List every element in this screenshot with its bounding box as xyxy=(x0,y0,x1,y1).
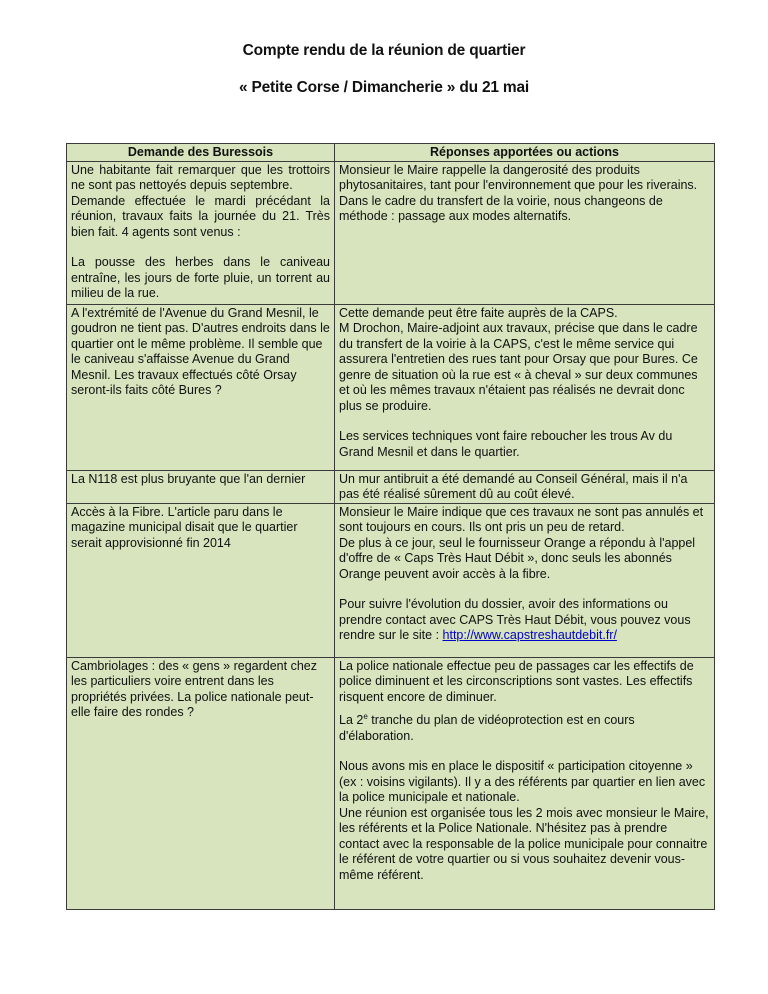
table-row xyxy=(67,503,715,657)
request-text: A l'extrémité de l'Avenue du Grand Mesnil, le goudron ne tient pas. D'autres endroits dans le quartier ont le même problème. Il semble que le caniveau s'affaisse Avenue du Grand Mesnil. Les travaux effectués côté Orsay seront-ils faits côté Bures ? xyxy=(71,305,330,397)
response-text-fragment: tranche du plan de vidéoprotection est en cours d'élaboration. xyxy=(339,713,635,743)
response-text: M Drochon, Maire-adjoint aux travaux, précise que dans le cadre du transfert de la voirie à la CAPS, c'est le même service qui assurera l'entretien des rues tant pour Orsay que pour Bures. Ce genre de situation où la rue est « à cheval » sur deux communes et où les mêmes travaux n'étaient pas réalisés ne devrait donc plus se produire. xyxy=(339,321,698,413)
response-text xyxy=(339,597,710,644)
table-row xyxy=(67,304,715,470)
response-text: Une réunion est organisée tous les 2 mois avec monsieur le Maire, les référents et la Police Nationale. N'hésitez pas à prendre contact avec la responsable de la police municipale pour connaitre le référent de votre quartier ou si vous souhaitez devenir vous-même référent. xyxy=(339,805,709,882)
table-row xyxy=(67,161,715,304)
response-text: De plus à ce jour, seul le fournisseur Orange a répondu à l'appel d'offre de « Caps Très Haut Débit », donc seuls les abonnés Orange peuvent avoir accès à la fibre. xyxy=(339,535,696,581)
response-text: La police nationale effectue peu de passages car les effectifs de police diminuent et les circonscriptions sont vastes. Les effectifs risquent encore de diminuer. xyxy=(339,658,694,704)
response-cell xyxy=(335,161,715,304)
request-text: Cambriolages : des « gens » regardent chez les particuliers voire entrent dans les propriétés privées. La police nationale peut-elle faire des rondes ? xyxy=(71,658,317,719)
request-cell xyxy=(67,657,335,909)
header-responses: Réponses apportées ou actions xyxy=(335,144,715,162)
response-text xyxy=(339,713,710,744)
request-text: Une habitante fait remarquer que les trottoirs ne sont pas nettoyés depuis septembre. xyxy=(71,162,330,192)
response-cell xyxy=(335,304,715,470)
request-cell xyxy=(67,503,335,657)
request-text: La N118 est plus bruyante que l'an dernier xyxy=(71,471,306,486)
response-text-fragment: Pour suivre l'évolution du dossier, avoir des informations ou prendre contact avec CAPS Très Haut Débit, vous pouvez vous rendre sur le site : xyxy=(339,597,691,642)
response-cell xyxy=(335,503,715,657)
document-subtitle: « Petite Corse / Dimancherie » du 21 mai xyxy=(238,79,530,96)
response-cell xyxy=(335,470,715,503)
header-requests: Demande des Buressois xyxy=(67,144,335,162)
caps-website-link[interactable]: http://www.capstreshautdebit.fr/ xyxy=(442,628,617,642)
response-cell xyxy=(335,657,715,909)
response-text: Un mur antibruit a été demandé au Conseil Général, mais il n'a pas été réalisé sûrement dû au coût élevé. xyxy=(339,471,688,501)
request-cell xyxy=(67,161,335,304)
request-text: La pousse des herbes dans le caniveau entraîne, les jours de forte pluie, un torrent au milieu de la rue. xyxy=(71,255,330,300)
response-text: Cette demande peut être faite auprès de la CAPS. xyxy=(339,305,618,320)
request-cell xyxy=(67,304,335,470)
meeting-table xyxy=(66,143,715,910)
request-cell xyxy=(67,470,335,503)
table-row xyxy=(67,470,715,503)
response-text-fragment: La 2 xyxy=(339,713,364,727)
request-text: Demande effectuée le mardi précédant la réunion, travaux faits la journée du 21. Très bien fait. 4 agents sont venus : xyxy=(71,193,330,239)
response-text: Monsieur le Maire rappelle la dangerosité des produits phytosanitaires, tant pour l'environnement que pour les riverains. Dans le cadre du transfert de la voirie, nous changeons de méthode : passage aux modes alternatifs. xyxy=(339,162,698,223)
response-text: Monsieur le Maire indique que ces travaux ne sont pas annulés et sont toujours en cours. Ils ont pris un peu de retard. xyxy=(339,504,704,534)
table-row xyxy=(67,657,715,909)
document-title: Compte rendu de la réunion de quartier xyxy=(242,42,526,59)
response-text: Les services techniques vont faire reboucher les trous Av du Grand Mesnil et dans le quartier. xyxy=(339,429,673,459)
request-text: Accès à la Fibre. L'article paru dans le magazine municipal disait que le quartier serait approvisionné fin 2014 xyxy=(71,504,298,550)
superscript: e xyxy=(363,711,368,721)
table-header-row xyxy=(67,144,715,162)
response-text: Nous avons mis en place le dispositif « participation citoyenne » (ex : voisins vigilants). Il y a des référents par quartier en lien avec la police municipale et nationale. xyxy=(339,759,706,804)
